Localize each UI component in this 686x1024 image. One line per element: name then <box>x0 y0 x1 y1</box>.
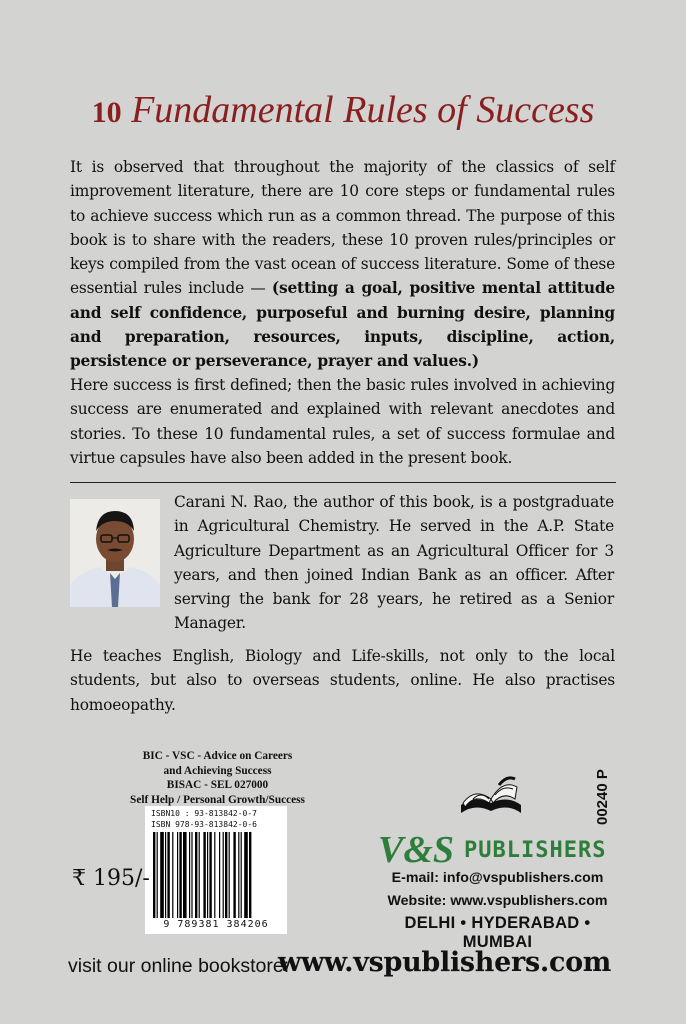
intro-rules-list: (setting a goal, positive mental attitude and self confidence, purposeful and burning desire, planning and preparation, resources, inputs, discipline, action, persistence or perseverance, prayer and values.) <box>70 279 615 371</box>
intro-paragraph <box>70 155 615 374</box>
isbn10-label: ISBN10 : 93-813842-0-7 <box>151 809 257 818</box>
classification-line: Self Help / Personal Growth/Success <box>130 793 305 806</box>
title-number: 10 <box>91 96 122 129</box>
classification-line: BIC - VSC - Advice on Careers <box>142 750 293 762</box>
isbn-barcode <box>145 806 287 934</box>
author-extra: He teaches English, Biology and Life-skills, not only to the local students, but also to overseas students, online. He also practises homoeopathy. <box>70 647 615 714</box>
isbn13-label: ISBN 978-93-813842-0-6 <box>151 820 257 829</box>
logo-vs: V&S <box>378 829 455 871</box>
product-code-text: 00240 P <box>594 769 611 825</box>
product-code <box>572 745 611 825</box>
publisher-logo <box>378 828 608 871</box>
barcode-bars <box>153 832 279 918</box>
classification-line: and Achieving Success <box>163 764 272 777</box>
price-label: ₹ 195/- <box>72 866 150 891</box>
section-divider <box>70 482 616 483</box>
publisher-website: Website: www.vspublishers.com <box>387 893 608 909</box>
publisher-cities: DELHI • HYDERABAD • MUMBAI <box>404 914 591 951</box>
bookstore-label: visit our online bookstore: <box>68 955 290 977</box>
logo-publishers: PUBLISHERS <box>464 838 607 863</box>
title-text: Fundamental Rules of Success <box>131 89 595 131</box>
book-title <box>0 88 686 132</box>
author-bio: Carani N. Rao, the author of this book, is a postgraduate in Agricultural Chemistry. He served in the A.P. State Agriculture Department as an Agricultural Officer for 3 years, and then joined Indian Bank as an officer. After serving the bank for 28 years, he retired as a Senior Manager. <box>174 493 614 633</box>
publisher-email: E-mail: info@vspublishers.com <box>391 870 604 886</box>
intro-text: It is observed that throughout the majority of the classics of self improvement literature, there are 10 core steps or fundamental rules to achieve success which run as a common thread. The purpose of this book is to share with the readers, these 10 proven rules/principles or keys compiled from the vast ocean of success literature. Some of these essential rules include — <box>70 158 615 298</box>
classification-block <box>130 749 305 807</box>
bookstore-url[interactable]: www.vspublishers.com <box>278 947 612 978</box>
author-photo <box>70 499 160 607</box>
classification-line: BISAC - SEL 027000 <box>166 779 269 791</box>
barcode-number: 9 789381 384206 <box>163 919 269 930</box>
open-book-icon <box>455 773 527 823</box>
summary-paragraph: Here success is first defined; then the basic rules involved in achieving success are enumerated and explained with relevant anecdotes and stories. To these 10 fundamental rules, a set of success formulae and virtue capsules have also been added in the present book. <box>70 376 615 467</box>
